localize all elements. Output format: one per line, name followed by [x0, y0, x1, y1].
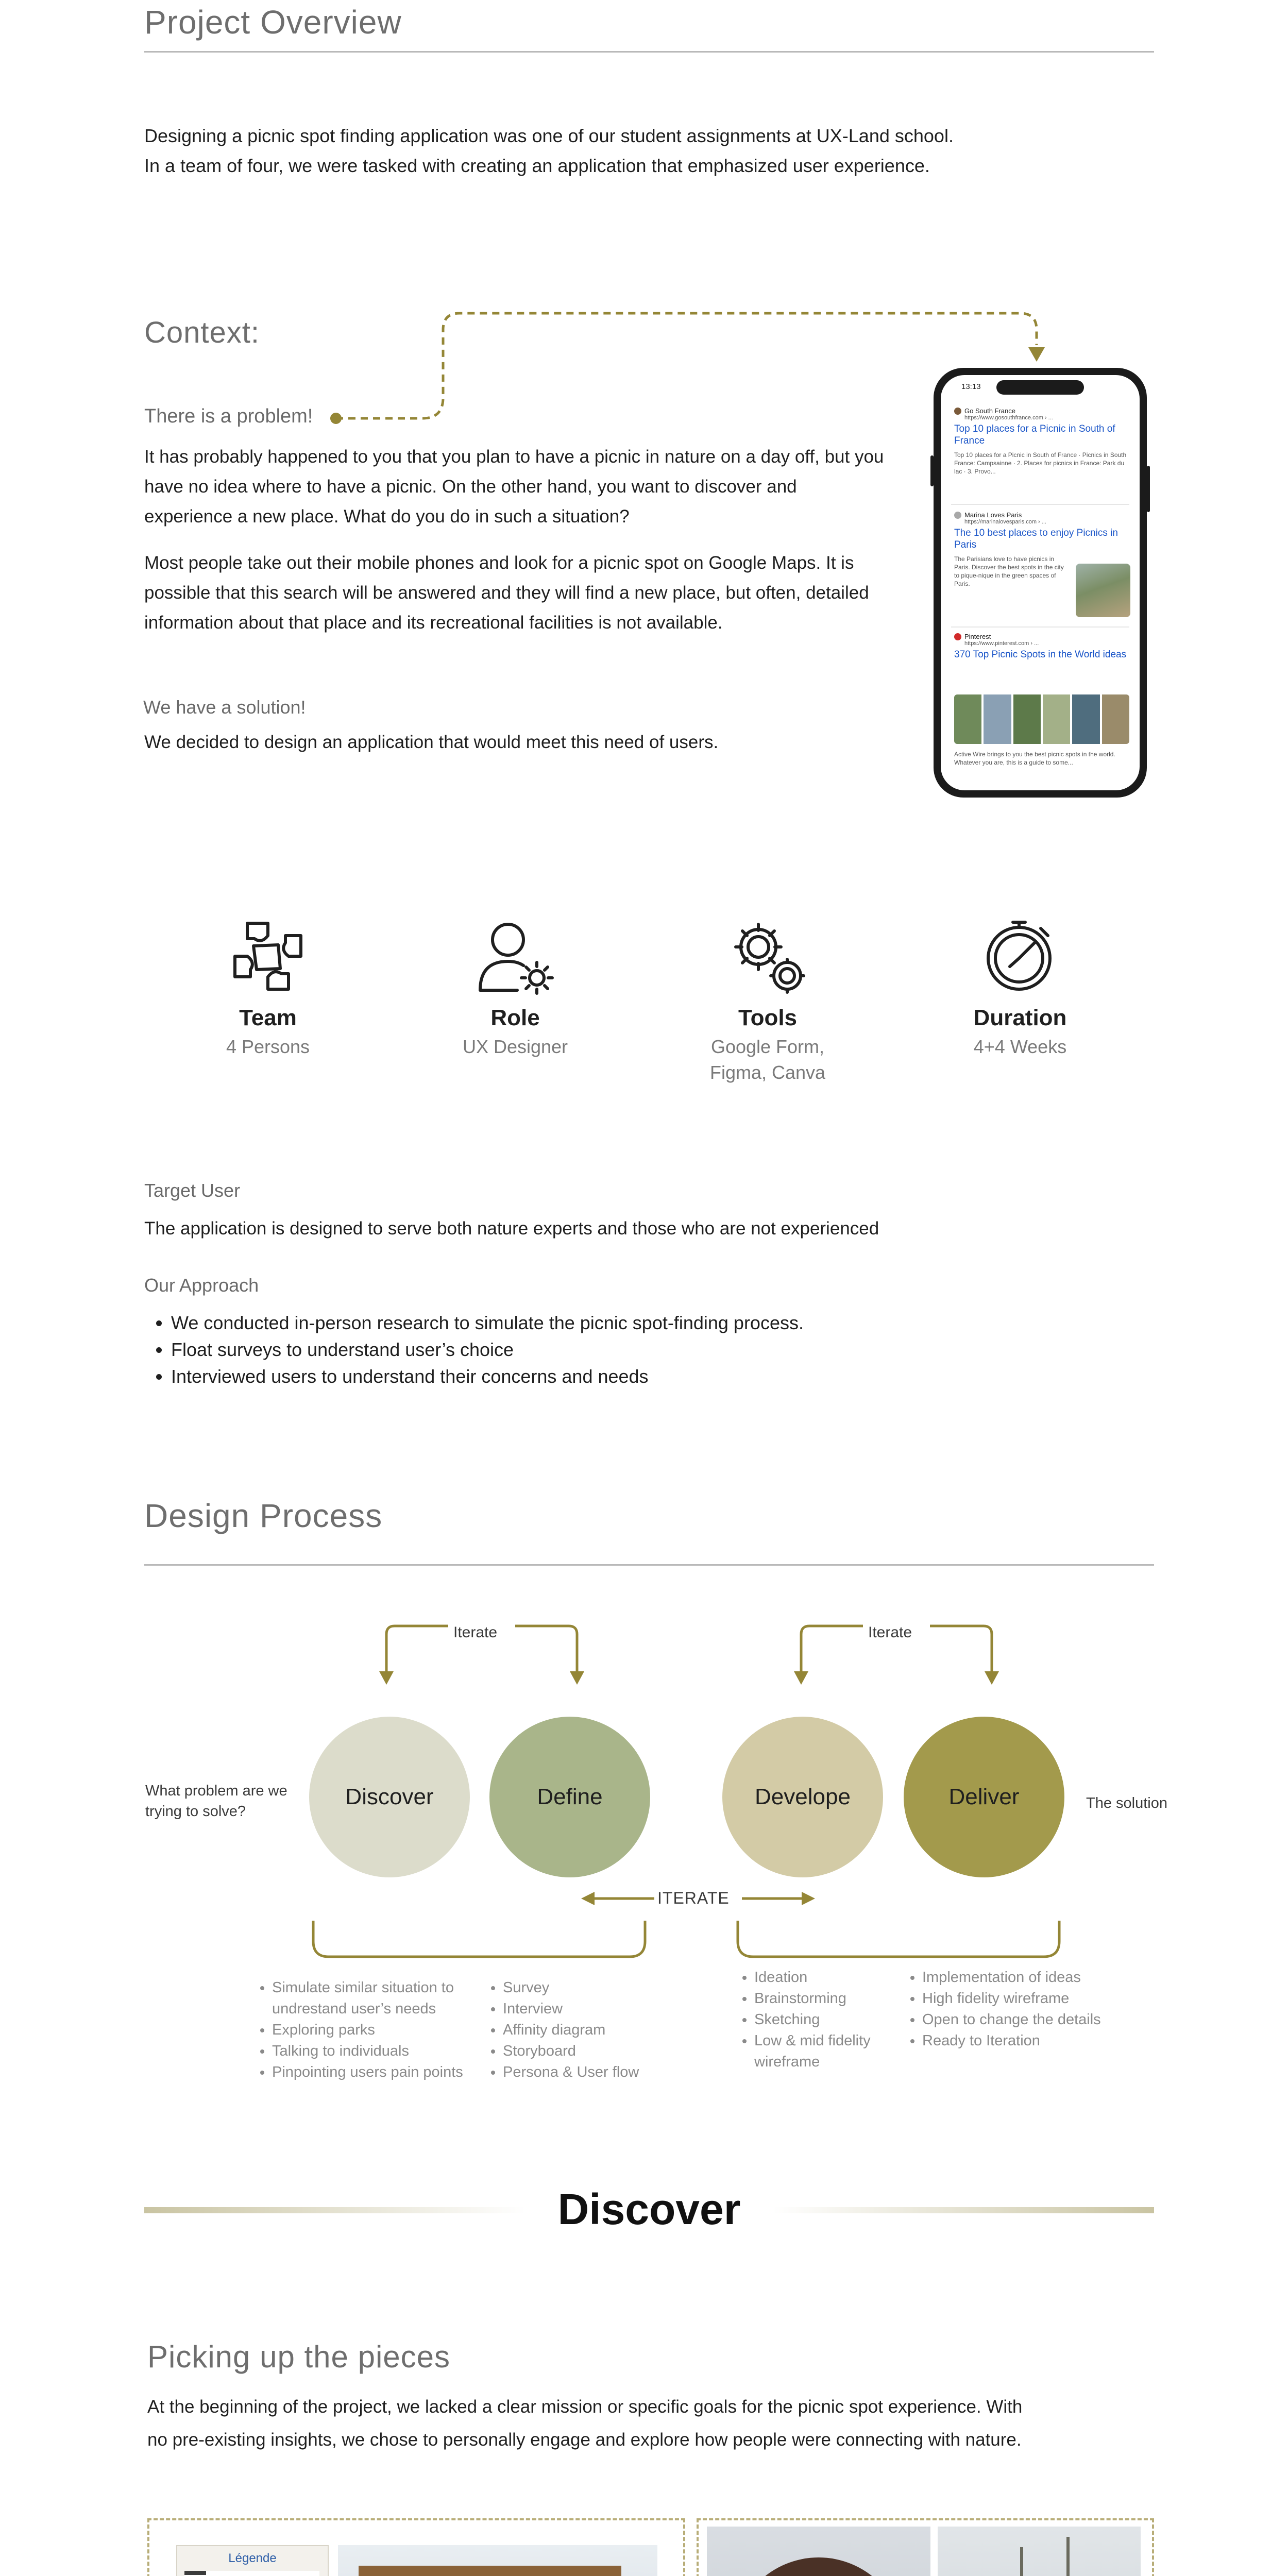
approach-item: • Interviewed users to understand their concerns and needs [171, 1363, 1098, 1390]
problem-paragraph-2: Most people take out their mobile phones and look for a picnic spot on Google Maps. It is possible that this search will be answered and they will find a new place, but often, detailed information about that place and its recreational facilities is not available. [144, 553, 869, 633]
result-link[interactable]: 370 Top Picnic Spots in the World ideas [954, 649, 1127, 660]
phase-activities-define [488, 1977, 678, 2083]
result-thumbnail [1076, 564, 1130, 617]
duration-icon [979, 915, 1061, 997]
pieces-text-line-1: At the beginning of the project, we lacked a clear mission or specific goals for the picnic spot experience. With [147, 2397, 1023, 2417]
discover-heading: Discover [557, 2185, 741, 2233]
team-icon [227, 915, 309, 997]
design-process-title: Design Process [144, 1497, 383, 1534]
activity-item: • Brainstorming [754, 1988, 909, 2009]
phone-notch [996, 380, 1084, 395]
phase-activities-develope [740, 1967, 909, 2073]
activity-item: • Survey [503, 1977, 678, 1998]
tools-icon [726, 915, 809, 997]
fact-value: UX Designer [462, 1036, 568, 1057]
process-question: What problem are we trying to solve? [145, 1783, 287, 1820]
phone-side-button [1147, 466, 1150, 512]
fact-value: 4+4 Weeks [973, 1036, 1067, 1057]
phone-mockup [934, 368, 1147, 798]
pieces-text [147, 2391, 1178, 2456]
result-url: https://www.gosouthfrance.com › ... [964, 415, 1053, 421]
activity-item: • Low & mid fidelity wireframe [754, 2030, 909, 2073]
phase-deliver: Deliver [904, 1717, 1064, 1877]
phase-discover: Discover [309, 1717, 470, 1877]
problem-label: There is a problem! [144, 405, 313, 427]
site-favicon-icon [954, 512, 961, 519]
fact-value: Figma, Canva [709, 1062, 826, 1083]
iterate-label: Iterate [453, 1624, 498, 1641]
target-user-label: Target User [144, 1180, 241, 1201]
activity-item: • Interview [503, 1998, 678, 2020]
search-result[interactable] [954, 633, 1129, 660]
discover-rule-left [144, 2207, 526, 2213]
iterate-label: Iterate [868, 1624, 912, 1641]
search-result[interactable] [954, 407, 1129, 476]
fact-title: Tools [738, 1005, 798, 1030]
phase-develope: Develope [722, 1717, 883, 1877]
activity-item: • High fidelity wireframe [922, 1988, 1149, 2009]
fact-value: 4 Persons [226, 1036, 310, 1057]
fact-title: Duration [973, 1005, 1067, 1030]
phase-define: Define [489, 1717, 650, 1877]
phase-activities-discover [258, 1977, 499, 2083]
phone-time: 13:13 [961, 382, 981, 391]
fact-value: Google Form, [710, 1036, 825, 1057]
result-url: https://www.pinterest.com › ... [964, 640, 1039, 647]
site-favicon-icon [954, 408, 961, 415]
problem-paragraph-1: It has probably happened to you that you plan to have a picnic in nature on a day off, but you have no idea where to have a picnic. On the other hand, you want to discover and experience a new place. What do you do in such a situation? [144, 447, 884, 527]
activity-item: • Implementation of ideas [922, 1967, 1149, 1988]
legend-title: Légende [228, 2551, 277, 2565]
role-icon [474, 915, 556, 997]
image-strip [954, 694, 1129, 744]
approach-label: Our Approach [144, 1275, 259, 1296]
activity-item: • Pinpointing users pain points [272, 2062, 499, 2083]
activity-item: • Open to change the details [922, 2009, 1149, 2030]
fact-tools [690, 915, 845, 1086]
approach-item: • We conducted in-person research to simulate the picnic spot-finding process. [171, 1310, 1098, 1336]
approach-list [144, 1310, 1098, 1390]
phone-side-button [930, 455, 934, 486]
overview-intro [144, 121, 1175, 181]
result-divider [951, 504, 1129, 505]
result-snippet: Active Wire brings to you the best picnic spots in the world. Whatever you are, this is a guide to some... [954, 751, 1115, 766]
result-link[interactable]: Top 10 places for a Picnic in South of France [954, 423, 1115, 446]
solution-text: We decided to design an application that would meet this need of users. [144, 732, 719, 752]
bracket-left [307, 1918, 652, 1964]
process-solution-label: The solution [1086, 1795, 1167, 1811]
result-source: Marina Loves Paris [964, 511, 1022, 519]
activity-item: • Storyboard [503, 2041, 678, 2062]
result-url: https://marinalovesparis.com › ... [964, 519, 1046, 525]
activity-item: • Affinity diagram [503, 2020, 678, 2041]
design-process-divider [144, 1564, 1154, 1566]
activity-item: • Ideation [754, 1967, 909, 1988]
park-map-board-photo [338, 2545, 657, 2576]
activity-item: • Sketching [754, 2009, 909, 2030]
discover-rule-right [773, 2207, 1154, 2213]
pieces-title: Picking up the pieces [147, 2340, 451, 2374]
fact-role [438, 915, 592, 1060]
picnic-hut-photo [707, 2527, 930, 2576]
target-user-text: The application is designed to serve both nature experts and those who are not experienced [144, 1218, 879, 1239]
fact-duration [943, 915, 1097, 1060]
phase-activities-deliver [908, 1967, 1149, 2052]
activity-item: • Persona & User flow [503, 2062, 678, 2083]
activity-item: • Simulate similar situation to undrestand user’s needs [272, 1977, 499, 2020]
phone-screen [941, 375, 1140, 790]
fact-title: Role [490, 1005, 540, 1030]
park-legend-photo [176, 2545, 329, 2576]
overview-intro-line-2: In a team of four, we were tasked with creating an application that emphasized user experience. [144, 155, 930, 176]
result-divider [951, 626, 1129, 628]
overview-title: Project Overview [144, 4, 402, 41]
fact-title: Team [239, 1005, 297, 1030]
bbq-grill-photo [938, 2527, 1141, 2576]
result-source: Pinterest [964, 633, 991, 640]
bracket-right [732, 1918, 1066, 1964]
approach-item: • Float surveys to understand user’s choice [171, 1336, 1098, 1363]
activity-item: • Ready to Iteration [922, 2030, 1149, 2052]
activity-item: • Talking to individuals [272, 2041, 499, 2062]
result-snippet: The Parisians love to have picnics in Paris. Discover the best spots in the city to pique-nique in the green spaces of Paris. [954, 555, 1064, 587]
iterate-caps-label: ITERATE [657, 1889, 730, 1907]
result-snippet: Top 10 places for a Picnic in South of France · Picnics in South France: Campsainne · 2. Places for picnics in France: Park du lac · 3. Provo... [954, 451, 1127, 475]
result-link[interactable]: The 10 best places to enjoy Picnics in Paris [954, 528, 1118, 550]
activity-item: • Exploring parks [272, 2020, 499, 2041]
fact-team [191, 915, 345, 1060]
pinterest-icon [954, 633, 961, 640]
overview-divider [144, 51, 1154, 53]
context-title: Context: [144, 316, 260, 349]
result-source: Go South France [964, 407, 1015, 415]
pieces-text-line-2: no pre-existing insights, we chose to personally engage and explore how people were connecting with nature. [147, 2430, 1022, 2450]
solution-label: We have a solution! [143, 697, 306, 718]
overview-intro-line-1: Designing a picnic spot finding application was one of our student assignments at UX-Land school. [144, 125, 954, 146]
